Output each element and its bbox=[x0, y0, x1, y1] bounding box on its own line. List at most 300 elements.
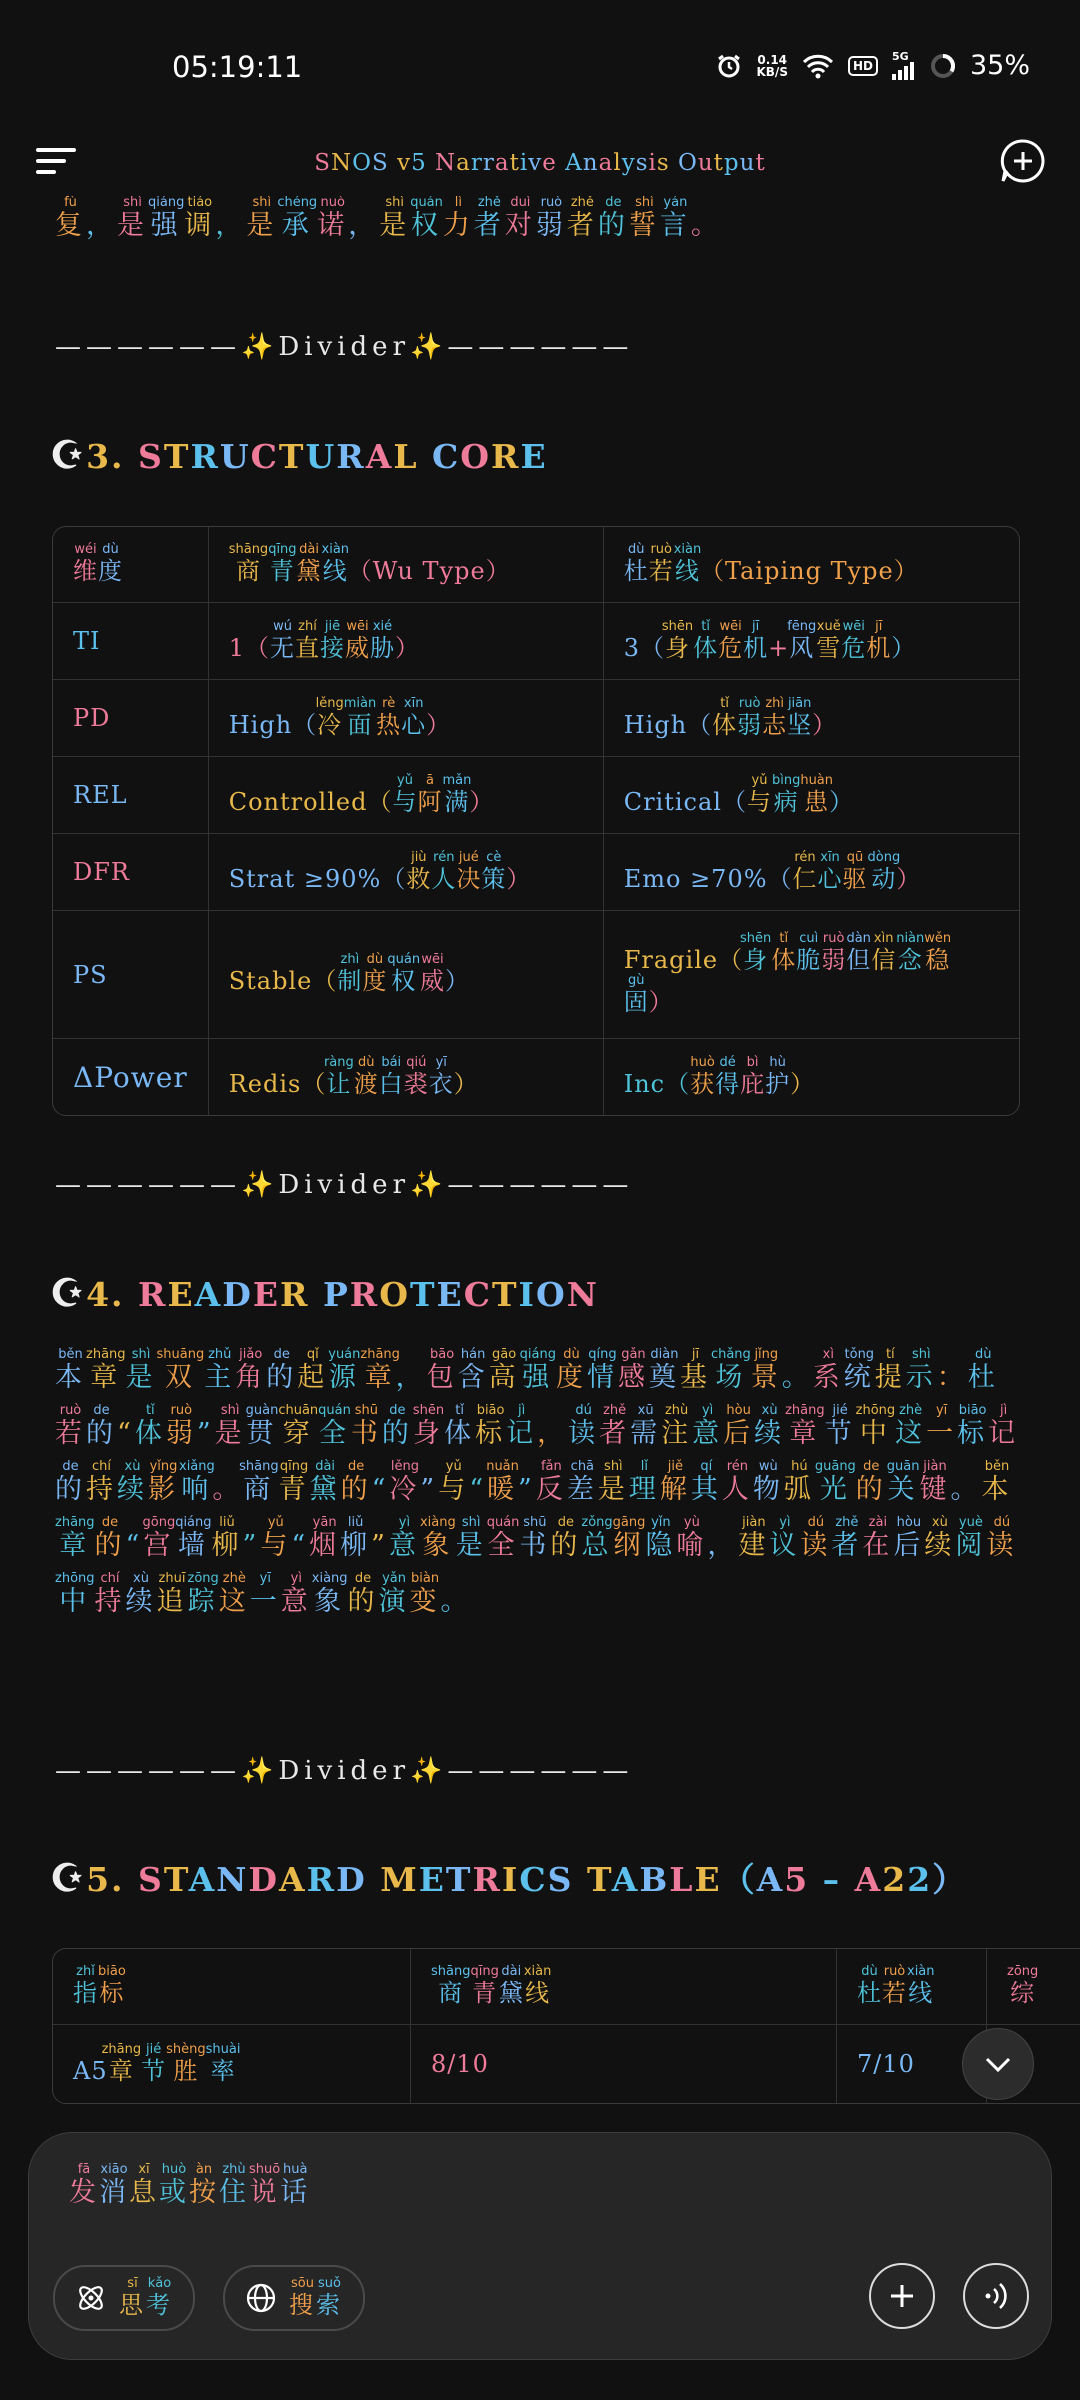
ruby-char: 念niàn bbox=[896, 931, 925, 974]
text-segment: ” bbox=[196, 1418, 215, 1449]
ruby-char: 稳wěn bbox=[924, 931, 952, 974]
ruby-char: 线xiàn bbox=[907, 1964, 935, 2007]
text-segment: TI bbox=[73, 627, 101, 655]
table-header-cell bbox=[209, 527, 604, 603]
ruby-char: 力lì bbox=[442, 196, 474, 241]
ruby-char: 中zhōng bbox=[55, 1571, 95, 1617]
ruby-char: 续xù bbox=[125, 1571, 157, 1617]
table-cell bbox=[209, 1039, 604, 1115]
ruby-char: 与yǔ bbox=[438, 1459, 470, 1505]
scroll-to-bottom-button[interactable] bbox=[962, 2028, 1034, 2100]
ruby-char: 信xìn bbox=[871, 931, 897, 974]
text-segment: High（ bbox=[228, 710, 318, 739]
ruby-char: 驱qū bbox=[842, 849, 868, 893]
ruby-char: 权quán bbox=[387, 952, 421, 995]
table-cell bbox=[209, 834, 604, 911]
ruby-char: 高gāo bbox=[488, 1347, 520, 1393]
ruby-char: 起qǐ bbox=[297, 1347, 329, 1393]
text-segment: PS bbox=[73, 960, 108, 989]
ruby-char: 胜shèng bbox=[166, 2041, 206, 2085]
standard-metrics-table bbox=[52, 1948, 1080, 2104]
table-header-cell bbox=[53, 527, 209, 603]
ruby-char: 总zǒng bbox=[581, 1515, 613, 1561]
crescent-star-icon: ☪ bbox=[50, 432, 87, 477]
ruby-char: 阅yuè bbox=[955, 1515, 987, 1561]
table-cell bbox=[411, 2025, 837, 2103]
ruby-char: 章zhāng bbox=[785, 1403, 825, 1449]
table-header-cell bbox=[987, 1949, 1080, 2025]
ruby-char: 主zhǔ bbox=[204, 1347, 236, 1393]
text-segment: ） bbox=[790, 1069, 816, 1098]
ruby-char: 患huàn bbox=[800, 772, 834, 816]
ruby-char: 说shuō bbox=[249, 2162, 281, 2208]
ruby-char: 意yì bbox=[280, 1571, 312, 1617]
table-row bbox=[53, 834, 1019, 911]
ruby-char: 脆cuì bbox=[796, 931, 822, 974]
ruby-char: 读dú bbox=[986, 1515, 1018, 1561]
table-cell bbox=[53, 680, 209, 757]
text-segment: 1（ bbox=[228, 633, 270, 662]
ruby-char: 综zōng bbox=[1007, 1964, 1039, 2007]
ruby-char: 统tǒng bbox=[843, 1347, 875, 1393]
text-segment: ） bbox=[395, 633, 420, 662]
text-segment: ， bbox=[348, 210, 380, 241]
ruby-char: 商shāng bbox=[239, 1459, 279, 1505]
ruby-char: 键jiàn bbox=[919, 1459, 951, 1505]
ruby-char: 中zhōng bbox=[855, 1403, 896, 1449]
ruby-char: 线xiàn bbox=[523, 1964, 552, 2007]
ruby-char: 庇bì bbox=[740, 1054, 766, 1098]
ruby-char: 接jiē bbox=[320, 618, 345, 662]
ruby-char: 标biāo bbox=[475, 1403, 507, 1449]
ruby-char: 仁rén bbox=[792, 849, 818, 893]
ruby-char: 若ruò bbox=[882, 1964, 907, 2007]
text-segment: ） bbox=[648, 988, 674, 1016]
ruby-char: 反fǎn bbox=[535, 1459, 567, 1505]
table-cell bbox=[604, 911, 1019, 1039]
ruby-char: 线xiàn bbox=[321, 542, 350, 585]
voice-button[interactable] bbox=[963, 2263, 1029, 2329]
text-segment: ） bbox=[445, 967, 471, 995]
divider-1: ——————✨Divider✨—————— bbox=[55, 332, 634, 362]
alarm-icon bbox=[716, 53, 742, 79]
text-segment: ： bbox=[936, 1362, 968, 1393]
table-cell bbox=[604, 834, 1019, 911]
table-cell bbox=[604, 1039, 1019, 1115]
ruby-char: 是shì bbox=[125, 1347, 157, 1393]
ruby-char: 纲gāng bbox=[612, 1515, 646, 1561]
ruby-char: 的de bbox=[347, 1571, 379, 1617]
ruby-char: 章zhāng bbox=[55, 1515, 95, 1561]
battery-ring-icon bbox=[930, 53, 956, 79]
text-segment: 。 bbox=[950, 1474, 982, 1505]
ruby-char: 光guāng bbox=[814, 1459, 856, 1505]
crescent-star-icon: ☪ bbox=[50, 1270, 87, 1315]
ruby-char: 体tǐ bbox=[693, 618, 719, 662]
table-cell bbox=[53, 603, 209, 680]
ruby-char: 固gù bbox=[623, 973, 649, 1016]
ruby-char: 其qí bbox=[690, 1459, 722, 1505]
ruby-char: 面miàn bbox=[343, 695, 377, 739]
text-segment: ， bbox=[707, 1530, 739, 1561]
ruby-char: 差chā bbox=[566, 1459, 598, 1505]
ruby-char: 或huò bbox=[159, 2162, 189, 2208]
text-segment: ） bbox=[896, 864, 922, 893]
ruby-char: 持chí bbox=[86, 1459, 117, 1505]
ruby-char: 在zài bbox=[862, 1515, 894, 1561]
text-segment: ） bbox=[469, 787, 495, 816]
ruby-char: 青qīng bbox=[268, 542, 297, 585]
ruby-char: 强qiáng bbox=[519, 1347, 556, 1393]
text-segment: “ bbox=[469, 1474, 488, 1505]
table-header-cell bbox=[837, 1949, 987, 2025]
ruby-char: 威wēi bbox=[420, 952, 446, 995]
ruby-char: 象xiàng bbox=[311, 1571, 348, 1617]
table-row bbox=[53, 911, 1019, 1039]
ruby-char: 杜dù bbox=[857, 1964, 882, 2007]
ruby-char: 调tiáo bbox=[184, 196, 216, 241]
ruby-char: 危wēi bbox=[841, 618, 867, 662]
table-header-row bbox=[53, 1949, 1080, 2025]
ruby-char: 后hòu bbox=[723, 1403, 755, 1449]
ruby-char: 度dù bbox=[98, 542, 123, 585]
ruby-char: 这zhè bbox=[895, 1403, 927, 1449]
table-header-row bbox=[53, 527, 1019, 603]
ruby-char: 言yán bbox=[659, 196, 691, 241]
atom-icon bbox=[75, 2282, 107, 2314]
status-time: 05:19:11 bbox=[172, 50, 303, 84]
ruby-char: 体tǐ bbox=[712, 695, 738, 739]
text-segment: Critical（ bbox=[623, 787, 747, 816]
ruby-char: 本běn bbox=[55, 1347, 86, 1393]
ruby-char: 心xīn bbox=[401, 695, 427, 739]
ruby-char: 追zhuī bbox=[156, 1571, 188, 1617]
ruby-char: 搜sōu bbox=[289, 2275, 316, 2319]
text-segment: 3（ bbox=[623, 633, 665, 662]
ruby-char: 人rén bbox=[721, 1459, 753, 1505]
ruby-char: 杜dù bbox=[967, 1347, 999, 1393]
ruby-char: 冷lěng bbox=[315, 695, 344, 739]
divider-2: ——————✨Divider✨—————— bbox=[55, 1170, 634, 1200]
ruby-char: 雪xuě bbox=[816, 618, 842, 662]
wifi-icon bbox=[802, 53, 834, 79]
text-segment: ， bbox=[537, 1418, 569, 1449]
ruby-char: 感gǎn bbox=[617, 1347, 649, 1393]
table-row bbox=[53, 2025, 1080, 2103]
ruby-char: 双shuāng bbox=[156, 1347, 205, 1393]
text-segment: Stable（ bbox=[228, 967, 338, 995]
table-cell bbox=[209, 603, 604, 680]
text-segment: A5 bbox=[73, 2056, 108, 2085]
ruby-char: 满mǎn bbox=[442, 772, 472, 816]
ruby-char: 本běn bbox=[981, 1459, 1013, 1505]
text-segment: 。 bbox=[440, 1586, 472, 1617]
ruby-char: 标biāo bbox=[957, 1403, 989, 1449]
ruby-char: 基jī bbox=[679, 1347, 711, 1393]
ruby-char: 者zhě bbox=[566, 196, 598, 241]
text-segment: ” bbox=[518, 1474, 536, 1505]
message-composer[interactable] bbox=[28, 2132, 1052, 2360]
table-header-cell bbox=[53, 1949, 411, 2025]
ruby-char: 意yì bbox=[388, 1515, 420, 1561]
text-segment: DFR bbox=[73, 858, 130, 886]
ruby-char: 源yuán bbox=[328, 1347, 361, 1393]
ruby-char: 话huà bbox=[280, 2162, 311, 2208]
ruby-char: 全quán bbox=[486, 1515, 520, 1561]
ruby-char: 续xù bbox=[754, 1403, 786, 1449]
ruby-char: 承chéng bbox=[277, 196, 318, 241]
ruby-char: 威wēi bbox=[345, 618, 370, 662]
ruby-char: 提tí bbox=[874, 1347, 906, 1393]
ruby-char: 含hán bbox=[457, 1347, 489, 1393]
ruby-char: 决jué bbox=[456, 849, 482, 893]
ruby-char: 获huò bbox=[690, 1054, 716, 1098]
ruby-char: 书shū bbox=[350, 1403, 382, 1449]
ruby-char: 体tǐ bbox=[444, 1403, 476, 1449]
ruby-char: 的de bbox=[55, 1459, 86, 1505]
new-chat-icon bbox=[1000, 138, 1046, 184]
ruby-char: 是shì bbox=[597, 1459, 629, 1505]
text-segment: （Wu Type） bbox=[347, 557, 511, 585]
table-row bbox=[53, 680, 1019, 757]
ruby-char: 强qiáng bbox=[148, 196, 185, 241]
ruby-char: 黛dài bbox=[498, 1964, 524, 2007]
ruby-char: 理lǐ bbox=[628, 1459, 660, 1505]
ruby-char: 的de bbox=[86, 1403, 117, 1449]
text-segment: 8/10 bbox=[431, 2050, 489, 2078]
ruby-char: 解jiě bbox=[659, 1459, 691, 1505]
ruby-char: 弱ruò bbox=[165, 1403, 197, 1449]
ruby-char: 角jiǎo bbox=[235, 1347, 267, 1393]
ruby-char: 青qīng bbox=[278, 1459, 310, 1505]
ruby-char: 若ruò bbox=[55, 1403, 86, 1449]
ruby-char: 后hòu bbox=[893, 1515, 925, 1561]
ruby-char: 物wù bbox=[752, 1459, 784, 1505]
ruby-char: 与yǔ bbox=[392, 772, 418, 816]
ruby-char: 烟yān bbox=[309, 1515, 341, 1561]
ruby-char: 弧hú bbox=[783, 1459, 815, 1505]
text-segment: High（ bbox=[623, 710, 713, 739]
text-segment: 7/10 bbox=[857, 2050, 915, 2078]
ruby-char: 贯guàn bbox=[245, 1403, 279, 1449]
ruby-char: 景jǐng bbox=[750, 1347, 782, 1393]
table-cell bbox=[604, 680, 1019, 757]
text-segment: ， bbox=[395, 1362, 427, 1393]
ruby-char: 热rè bbox=[376, 695, 402, 739]
ruby-char: 身shēn bbox=[412, 1403, 445, 1449]
ruby-char: 注zhù bbox=[661, 1403, 693, 1449]
ruby-char: 踪zōng bbox=[187, 1571, 219, 1617]
table-cell bbox=[604, 603, 1019, 680]
ruby-char: 对duì bbox=[504, 196, 536, 241]
table-cell bbox=[53, 1039, 209, 1115]
ruby-char: 消xiāo bbox=[99, 2162, 129, 2208]
reader-protection-text bbox=[55, 1348, 1025, 1630]
text-segment: Fragile（ bbox=[623, 946, 744, 974]
ruby-char: 宫gōng bbox=[142, 1515, 176, 1561]
text-segment: “ bbox=[371, 1474, 390, 1505]
ruby-char: 这zhè bbox=[218, 1571, 250, 1617]
ruby-char: 场chǎng bbox=[710, 1347, 751, 1393]
text-segment: 。 bbox=[781, 1362, 813, 1393]
ruby-char: 索suǒ bbox=[316, 2275, 343, 2319]
ruby-char: 书shū bbox=[519, 1515, 551, 1561]
ruby-char: 指zhǐ bbox=[73, 1964, 98, 2007]
message-content bbox=[0, 196, 1080, 2130]
ruby-char: 柳liǔ bbox=[340, 1515, 372, 1561]
text-segment: ” bbox=[242, 1530, 261, 1561]
ruby-char: 弱ruò bbox=[535, 196, 567, 241]
ruby-char: 住zhù bbox=[219, 2162, 249, 2208]
ruby-char: 裘qiú bbox=[403, 1054, 429, 1098]
text-segment: ， bbox=[86, 210, 117, 241]
ruby-char: 黛dài bbox=[296, 542, 322, 585]
ruby-char: 机jī bbox=[866, 618, 892, 662]
ruby-char: 复fù bbox=[55, 196, 86, 241]
text-segment: “ bbox=[125, 1530, 144, 1561]
ruby-char: 柳liǔ bbox=[211, 1515, 243, 1561]
ruby-char: 维wéi bbox=[73, 542, 98, 585]
ruby-char: 关guān bbox=[886, 1459, 920, 1505]
table-header-cell bbox=[604, 527, 1019, 603]
think-button[interactable] bbox=[53, 2265, 195, 2331]
text-segment: Emo ≥70%（ bbox=[623, 864, 793, 893]
ruby-char: 白bái bbox=[378, 1054, 404, 1098]
text-segment: PD bbox=[73, 704, 111, 732]
ruby-char: 节jié bbox=[824, 1403, 856, 1449]
ruby-char: 誓shì bbox=[628, 196, 660, 241]
ruby-char: 体tǐ bbox=[771, 931, 797, 974]
ruby-char: 体tǐ bbox=[134, 1403, 166, 1449]
ruby-char: 冷lěng bbox=[389, 1459, 421, 1505]
ruby-char: 系xì bbox=[812, 1347, 844, 1393]
ruby-char: 得dé bbox=[715, 1054, 741, 1098]
ruby-char: 需xū bbox=[630, 1403, 662, 1449]
table-header-cell bbox=[411, 1949, 837, 2025]
ruby-char: 与yǔ bbox=[260, 1515, 292, 1561]
section-heading-3: ☪3. STRUCTURAL CORE bbox=[50, 432, 548, 477]
ruby-char: 无wú bbox=[270, 618, 295, 662]
ruby-char: 黛dài bbox=[309, 1459, 341, 1505]
ruby-char: 者zhě bbox=[599, 1403, 631, 1449]
ruby-char: 制zhì bbox=[337, 952, 363, 995]
ruby-char: 穿chuān bbox=[278, 1403, 319, 1449]
ruby-char: 渡dù bbox=[353, 1054, 379, 1098]
ruby-char: 的de bbox=[550, 1515, 582, 1561]
ruby-char: 度dù bbox=[362, 952, 388, 995]
ruby-char: 全quán bbox=[318, 1403, 351, 1449]
ruby-char: 动dòng bbox=[867, 849, 901, 893]
section-heading-4: ☪4. READER PROTECTION bbox=[50, 1270, 599, 1315]
cell-signal-icon: 5G bbox=[892, 51, 916, 80]
section-heading-5: ☪5. STANDARD METRICS TABLE（A5 – A22） bbox=[50, 1855, 968, 1900]
ruby-char: 是shì bbox=[117, 196, 148, 241]
search-button[interactable] bbox=[223, 2265, 365, 2331]
ruby-char: 影yǐng bbox=[148, 1459, 179, 1505]
text-segment: ” bbox=[420, 1474, 439, 1505]
ruby-char: 章zhāng bbox=[86, 1347, 126, 1393]
ruby-char: 示shì bbox=[905, 1347, 937, 1393]
text-segment: Inc（ bbox=[623, 1069, 691, 1098]
ruby-char: 衣yī bbox=[428, 1054, 454, 1098]
text-segment: ） bbox=[812, 710, 838, 739]
text-segment: 。 bbox=[690, 210, 722, 241]
ruby-char: 章zhāng bbox=[101, 2041, 142, 2085]
globe-icon bbox=[245, 2282, 277, 2314]
ruby-char: 续xù bbox=[117, 1459, 148, 1505]
ruby-char: 率shuài bbox=[205, 2041, 241, 2085]
add-attachment-button[interactable] bbox=[869, 2263, 935, 2329]
table-cell bbox=[53, 2025, 411, 2103]
ruby-char: 的de bbox=[94, 1515, 126, 1561]
ruby-char: 杜dù bbox=[623, 542, 649, 585]
ruby-char: 危wēi bbox=[718, 618, 744, 662]
ruby-char: 诺nuò bbox=[317, 196, 349, 241]
ruby-char: 是shì bbox=[246, 196, 278, 241]
ruby-char: 喻yù bbox=[676, 1515, 708, 1561]
text-segment: 。 bbox=[212, 1474, 244, 1505]
ruby-char: 读dú bbox=[800, 1515, 832, 1561]
table-cell bbox=[53, 911, 209, 1039]
structural-core-table bbox=[52, 526, 1020, 1116]
text-segment: Redis（ bbox=[228, 1069, 327, 1098]
table-cell bbox=[53, 757, 209, 834]
ruby-char: 演yǎn bbox=[378, 1571, 410, 1617]
conversation-title: SNOS v5 Narrative Analysis Output bbox=[314, 150, 766, 176]
ruby-char: 发fā bbox=[69, 2162, 99, 2208]
text-segment: ” bbox=[371, 1530, 389, 1561]
ruby-char: 持chí bbox=[94, 1571, 126, 1617]
text-segment: Strat ≥90%（ bbox=[228, 864, 407, 893]
ruby-char: 按àn bbox=[189, 2162, 219, 2208]
ruby-char: 读dú bbox=[568, 1403, 600, 1449]
text-segment: ） bbox=[453, 1069, 479, 1098]
ruby-char: 包bāo bbox=[426, 1347, 458, 1393]
ruby-char: 线xiàn bbox=[673, 542, 702, 585]
ruby-char: 商shāng bbox=[431, 1964, 471, 2007]
ruby-char: 考kǎo bbox=[146, 2275, 173, 2319]
ruby-char: 意yì bbox=[692, 1403, 724, 1449]
message-input[interactable] bbox=[69, 2163, 310, 2209]
status-icons bbox=[716, 50, 1030, 81]
ruby-char: 记jì bbox=[506, 1403, 538, 1449]
text-segment: ， bbox=[215, 210, 247, 241]
ruby-char: 建jiàn bbox=[738, 1515, 770, 1561]
ruby-char: 青qīng bbox=[470, 1964, 499, 2007]
new-chat-button[interactable] bbox=[1000, 138, 1046, 184]
battery-percent: 35% bbox=[969, 50, 1030, 81]
text-segment: ） bbox=[506, 864, 532, 893]
ruby-char: 阿ā bbox=[417, 772, 443, 816]
ruby-char: 章zhāng bbox=[360, 1347, 400, 1393]
ruby-char: 响xiǎng bbox=[179, 1459, 215, 1505]
ruby-char: 的de bbox=[855, 1459, 887, 1505]
ruby-char: 墙qiáng bbox=[175, 1515, 212, 1561]
ruby-char: 象xiàng bbox=[419, 1515, 456, 1561]
ruby-char: 者zhě bbox=[473, 196, 505, 241]
text-segment: Controlled（ bbox=[228, 787, 393, 816]
ruby-char: 者zhě bbox=[831, 1515, 863, 1561]
ruby-char: 变biàn bbox=[409, 1571, 441, 1617]
ruby-char: 若ruò bbox=[648, 542, 674, 585]
ruby-char: 度dù bbox=[555, 1347, 587, 1393]
ruby-char: 护hù bbox=[765, 1054, 791, 1098]
ruby-char: 身shēn bbox=[661, 618, 694, 662]
text-segment: “ bbox=[291, 1530, 310, 1561]
ruby-char: 与yǔ bbox=[746, 772, 772, 816]
table-row bbox=[53, 603, 1019, 680]
ruby-char: 节jié bbox=[141, 2041, 167, 2085]
